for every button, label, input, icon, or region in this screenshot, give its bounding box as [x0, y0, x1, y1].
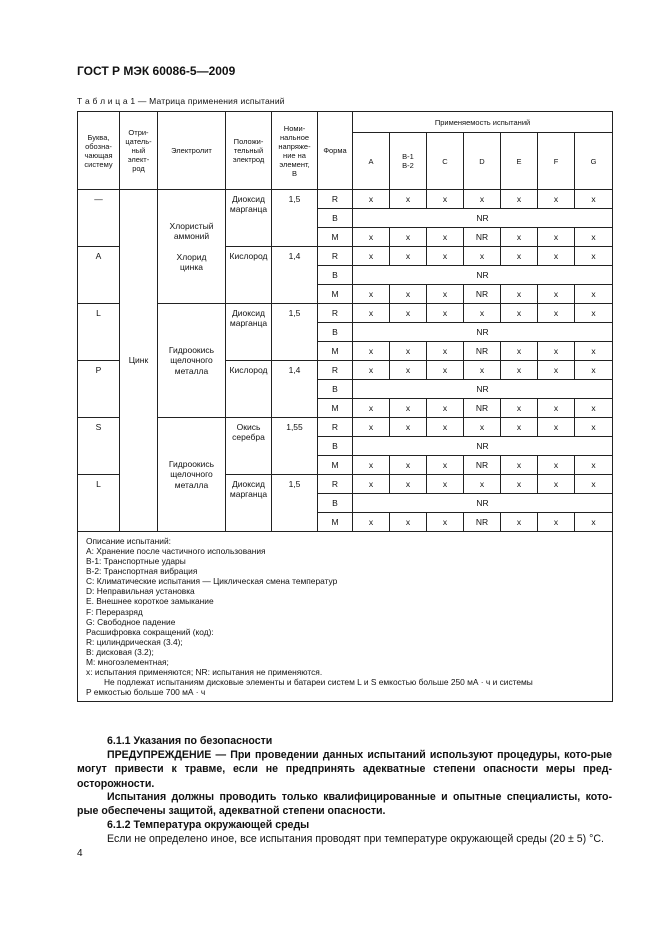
- note-line: P емкостью больше 700 мА · ч: [86, 687, 206, 698]
- applicability-merged: NR: [353, 494, 613, 513]
- test-header-g: G: [575, 133, 613, 190]
- note-line: D: Неправильная установка: [86, 586, 195, 597]
- section-6-1-2-heading: 6.1.2 Температура окружающей среды: [107, 819, 310, 831]
- positive-electrode: Диоксид марганца: [226, 475, 272, 532]
- applicability-cell: x: [538, 285, 575, 304]
- applicability-cell: x: [538, 247, 575, 266]
- applicability-cell: x: [538, 475, 575, 494]
- applicability-cell: x: [390, 247, 427, 266]
- applicability-cell: x: [575, 418, 613, 437]
- system-letter: —: [78, 190, 120, 247]
- form-code: M: [318, 285, 353, 304]
- table-notes: [78, 532, 613, 702]
- note-line: Расшифровка сокращений (код):: [86, 626, 214, 637]
- positive-electrode: Кислород: [226, 247, 272, 304]
- applicability-cell: x: [390, 418, 427, 437]
- note-line: F: Переразряд: [86, 606, 143, 617]
- applicability-cell: x: [501, 190, 538, 209]
- applicability-cell: x: [538, 304, 575, 323]
- applicability-cell: x: [390, 190, 427, 209]
- applicability-cell: x: [538, 399, 575, 418]
- table-row: [78, 418, 613, 437]
- form-code: B: [318, 494, 353, 513]
- applicability-cell: x: [575, 361, 613, 380]
- applicability-cell: x: [464, 190, 501, 209]
- form-code: R: [318, 418, 353, 437]
- applicability-cell: x: [353, 418, 390, 437]
- applicability-cell: x: [390, 399, 427, 418]
- applicability-cell: x: [353, 456, 390, 475]
- applicability-cell: x: [538, 418, 575, 437]
- note-line: B: дисковая (3.2);: [86, 646, 154, 657]
- form-code: B: [318, 380, 353, 399]
- applicability-cell: NR: [464, 513, 501, 532]
- form-code: B: [318, 323, 353, 342]
- applicability-cell: x: [427, 247, 464, 266]
- applicability-cell: x: [353, 247, 390, 266]
- col-header-positive-electrode: Положи- тельный электрод: [226, 112, 272, 190]
- applicability-cell: x: [353, 285, 390, 304]
- note-line: Не подлежат испытаниям дисковые элементы и батареи систем L и S емкостью больше 250 мА · ч и системы: [104, 677, 533, 688]
- form-code: R: [318, 361, 353, 380]
- qualification-paragraph: Испытания должны проводить только квалифицированные и опытные специалисты, кото-рые обеспечены защитой, адекватной степени опасности.: [77, 791, 612, 818]
- applicability-cell: x: [501, 228, 538, 247]
- applicability-merged: NR: [353, 323, 613, 342]
- applicability-cell: x: [390, 513, 427, 532]
- electrolyte: Гидроокись щелочного металла: [158, 418, 226, 532]
- applicability-merged: NR: [353, 380, 613, 399]
- applicability-cell: x: [575, 475, 613, 494]
- applicability-cell: x: [575, 285, 613, 304]
- system-letter: S: [78, 418, 120, 475]
- system-letter: L: [78, 304, 120, 361]
- applicability-cell: NR: [464, 342, 501, 361]
- applicability-cell: x: [501, 361, 538, 380]
- applicability-cell: NR: [464, 456, 501, 475]
- form-code: M: [318, 513, 353, 532]
- test-header-c: C: [427, 133, 464, 190]
- form-code: R: [318, 304, 353, 323]
- applicability-cell: x: [464, 247, 501, 266]
- col-header-applicability: Применяемость испытаний: [353, 112, 613, 133]
- applicability-cell: x: [464, 418, 501, 437]
- applicability-cell: NR: [464, 399, 501, 418]
- form-code: M: [318, 399, 353, 418]
- applicability-cell: x: [538, 513, 575, 532]
- applicability-cell: x: [390, 285, 427, 304]
- system-letter: A: [78, 247, 120, 304]
- applicability-cell: x: [464, 361, 501, 380]
- col-header-negative-electrode: Отри- цатель- ный элект- род: [120, 112, 158, 190]
- form-code: M: [318, 456, 353, 475]
- applicability-cell: x: [427, 513, 464, 532]
- note-line: E. Внешнее короткое замыкание: [86, 596, 214, 607]
- applicability-cell: x: [538, 342, 575, 361]
- table-row: [78, 304, 613, 323]
- form-code: R: [318, 190, 353, 209]
- electrolyte: Хлористый аммоний Хлорид цинка: [158, 190, 226, 304]
- note-line: Описание испытаний:: [86, 536, 171, 546]
- applicability-cell: x: [353, 190, 390, 209]
- form-code: B: [318, 266, 353, 285]
- note-line: G: Свободное падение: [86, 616, 176, 627]
- applicability-cell: x: [501, 475, 538, 494]
- note-line: C: Климатические испытания — Циклическая смена температур: [86, 576, 338, 587]
- applicability-cell: x: [575, 399, 613, 418]
- applicability-cell: x: [353, 475, 390, 494]
- positive-electrode: Диоксид марганца: [226, 190, 272, 247]
- applicability-cell: x: [538, 228, 575, 247]
- page-number: 4: [77, 848, 83, 859]
- test-header-b1-b2: B-1 B-2: [390, 133, 427, 190]
- applicability-cell: x: [575, 247, 613, 266]
- applicability-cell: x: [390, 342, 427, 361]
- test-header-d: D: [464, 133, 501, 190]
- applicability-cell: x: [575, 190, 613, 209]
- applicability-cell: x: [390, 361, 427, 380]
- note-line: A: Хранение после частичного использования: [86, 546, 266, 557]
- col-header-electrolyte: Электролит: [158, 112, 226, 190]
- col-header-letter: Буква, обозна- чающая систему: [78, 112, 120, 190]
- applicability-merged: NR: [353, 437, 613, 456]
- temperature-paragraph: Если не определено иное, все испытания проводят при температуре окружающей среды (20 ± 5) °С.: [107, 833, 604, 845]
- positive-electrode: Окись серебра: [226, 418, 272, 475]
- system-letter: L: [78, 475, 120, 532]
- form-code: B: [318, 209, 353, 228]
- note-line: M: многоэлементная;: [86, 656, 169, 667]
- form-code: M: [318, 342, 353, 361]
- applicability-cell: x: [501, 247, 538, 266]
- table-row: [78, 190, 613, 209]
- applicability-cell: x: [501, 456, 538, 475]
- applicability-cell: x: [427, 361, 464, 380]
- form-code: B: [318, 437, 353, 456]
- applicability-cell: x: [390, 228, 427, 247]
- applicability-cell: x: [353, 399, 390, 418]
- table-caption: Т а б л и ц а 1 — Матрица применения испытаний: [77, 96, 285, 106]
- applicability-cell: x: [538, 361, 575, 380]
- col-header-voltage: Номи- нальное напряже- ние на элемент, В: [272, 112, 318, 190]
- applicability-cell: NR: [464, 285, 501, 304]
- applicability-cell: x: [501, 342, 538, 361]
- applicability-cell: x: [427, 399, 464, 418]
- applicability-cell: x: [501, 399, 538, 418]
- applicability-merged: NR: [353, 209, 613, 228]
- applicability-cell: x: [575, 304, 613, 323]
- applicability-cell: x: [464, 475, 501, 494]
- applicability-cell: x: [427, 285, 464, 304]
- applicability-cell: x: [538, 190, 575, 209]
- applicability-cell: x: [353, 304, 390, 323]
- form-code: M: [318, 228, 353, 247]
- applicability-cell: x: [427, 342, 464, 361]
- electrolyte: Гидроокись щелочного металла: [158, 304, 226, 418]
- nominal-voltage: 1,4: [272, 361, 318, 418]
- applicability-cell: x: [390, 456, 427, 475]
- applicability-cell: x: [427, 418, 464, 437]
- applicability-cell: x: [538, 456, 575, 475]
- applicability-cell: x: [427, 456, 464, 475]
- col-header-form: Форма: [318, 112, 353, 190]
- applicability-cell: x: [575, 513, 613, 532]
- applicability-cell: x: [390, 475, 427, 494]
- note-line: B-2: Транспортная вибрация: [86, 566, 198, 577]
- applicability-cell: x: [575, 342, 613, 361]
- applicability-cell: x: [575, 456, 613, 475]
- nominal-voltage: 1,5: [272, 475, 318, 532]
- test-header-f: F: [538, 133, 575, 190]
- applicability-cell: NR: [464, 228, 501, 247]
- applicability-cell: x: [353, 361, 390, 380]
- nominal-voltage: 1,55: [272, 418, 318, 475]
- applicability-cell: x: [427, 475, 464, 494]
- note-line: x: испытания применяются; NR: испытания не применяются.: [86, 667, 323, 678]
- test-header-e: E: [501, 133, 538, 190]
- note-line: B-1: Транспортные удары: [86, 556, 186, 567]
- nominal-voltage: 1,5: [272, 190, 318, 247]
- form-code: R: [318, 247, 353, 266]
- applicability-cell: x: [390, 304, 427, 323]
- applicability-merged: NR: [353, 266, 613, 285]
- applicability-cell: x: [501, 513, 538, 532]
- test-matrix-table: [77, 111, 613, 702]
- note-line: R: цилиндрическая (3.4);: [86, 636, 183, 647]
- test-header-a: A: [353, 133, 390, 190]
- applicability-cell: x: [501, 304, 538, 323]
- applicability-cell: x: [501, 418, 538, 437]
- applicability-cell: x: [353, 342, 390, 361]
- negative-electrode: Цинк: [120, 190, 158, 532]
- applicability-cell: x: [353, 228, 390, 247]
- system-letter: P: [78, 361, 120, 418]
- applicability-cell: x: [427, 304, 464, 323]
- nominal-voltage: 1,5: [272, 304, 318, 361]
- applicability-cell: x: [575, 228, 613, 247]
- document-header: ГОСТ Р МЭК 60086-5—2009: [77, 64, 236, 78]
- warning-paragraph: ПРЕДУПРЕЖДЕНИЕ — При проведении данных испытаний используют процедуры, кото-рые могут привести к травме, если не предпринять адекватные степени опасности меры пред-осторожности.: [77, 749, 612, 790]
- applicability-cell: x: [427, 228, 464, 247]
- applicability-cell: x: [501, 285, 538, 304]
- form-code: R: [318, 475, 353, 494]
- positive-electrode: Диоксид марганца: [226, 304, 272, 361]
- positive-electrode: Кислород: [226, 361, 272, 418]
- section-6-1-1-heading: 6.1.1 Указания по безопасности: [107, 735, 273, 747]
- applicability-cell: x: [353, 513, 390, 532]
- applicability-cell: x: [427, 190, 464, 209]
- applicability-cell: x: [464, 304, 501, 323]
- nominal-voltage: 1,4: [272, 247, 318, 304]
